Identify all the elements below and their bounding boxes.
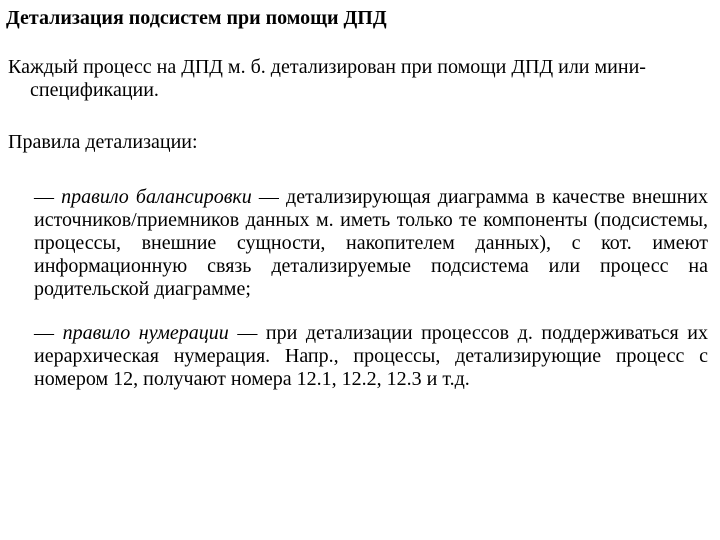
- slide-title: Детализация подсистем при помощи ДПД: [6, 7, 387, 29]
- rule-balancing-name: правило балансировки: [61, 186, 252, 208]
- rule-balancing-text: — детализирующая диаграмма в качестве внешних источников/приемников данных м. иметь только те компоненты (подсистемы, процессы, внешние сущности, накопителем данных), с кот. имеют информационную связь детализируемые подсистема или процесс на родительской диаграмме;: [34, 186, 709, 300]
- intro-paragraph: Каждый процесс на ДПД м. б. детализирован при помощи ДПД или мини-спецификации.: [8, 56, 646, 101]
- rule-balancing-dash: —: [34, 186, 62, 208]
- rule-numbering-name: правило нумерации: [62, 322, 229, 344]
- rules-heading: Правила детализации:: [8, 131, 198, 153]
- rule-numbering: [34, 322, 708, 391]
- rule-balancing: [34, 186, 708, 301]
- rule-numbering-text: — при детализации процессов д. поддерживаться их иерархическая нумерация. Напр., процессы, детализирующие процесс с номером 12, получают номера 12.1, 12.2, 12.3 и т.д.: [34, 322, 709, 390]
- rule-numbering-dash: —: [34, 322, 63, 344]
